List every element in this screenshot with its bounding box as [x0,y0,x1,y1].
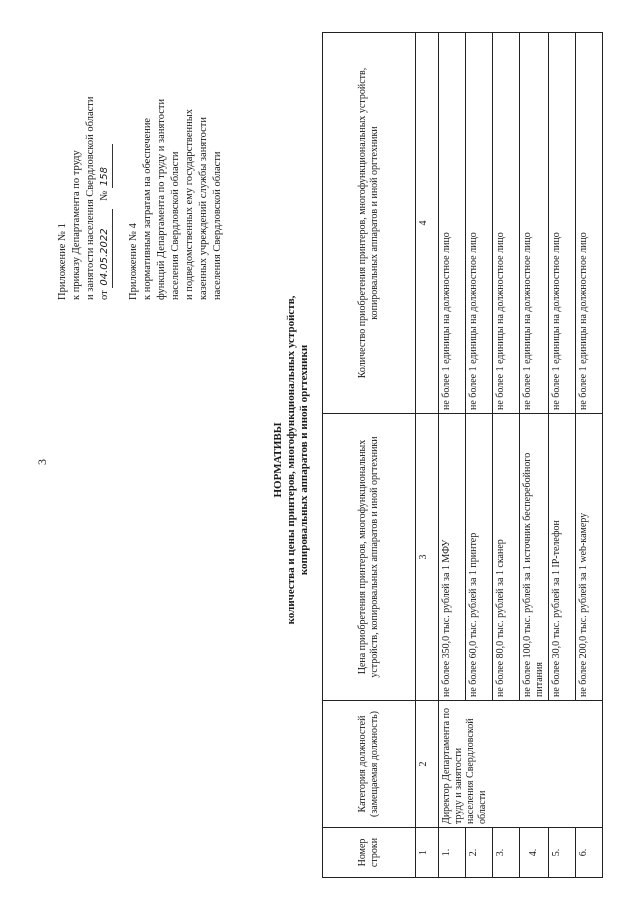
row-number: 4. [520,828,549,878]
column-number: 4 [416,33,439,414]
column-number: 1 [416,828,439,878]
norms-table [322,32,603,878]
appendix-block [56,30,225,300]
quantity-cell: не более 1 единицы на должностное лицо [466,33,493,414]
price-cell: не более 350,0 тыс. рублей за 1 МФУ [439,414,466,701]
category-cell: Директор Департамента по труду и занятости населения Свердловской области [439,701,603,828]
price-cell: не более 80,0 тыс. рублей за 1 сканер [493,414,520,701]
page-number: 3 [35,459,49,465]
number-prefix: № [99,190,110,201]
appendix1-line2: к приказу Департамента по труду [71,150,82,300]
row-number: 2. [466,828,493,878]
appendix4-line2: к нормативным затратам на обеспечение [142,117,153,300]
row-number: 1. [439,828,466,878]
title-sub2: копировальных аппаратов и иной оргтехники [298,344,310,576]
header-price: Цена приобретения принтеров, многофункциональных устройств, копировальных аппаратов и иной оргтехники [323,414,416,701]
header-quantity: Количество приобретения принтеров, многофункциональных устройств, копировальных аппаратов и иной оргтехники [323,33,416,414]
header-row-number: Номер строки [323,828,416,878]
quantity-cell: не более 1 единицы на должностное лицо [439,33,466,414]
title-sub1: количества и цены принтеров, многофункциональных устройств, [285,295,297,625]
title-main: НОРМАТИВЫ [272,422,284,498]
document-title [272,250,311,670]
appendix4-line1: Приложение № 4 [128,223,139,300]
quantity-cell: не более 1 единицы на должностное лицо [520,33,549,414]
price-cell: не более 30,0 тыс. рублей за 1 IP-телефон [549,414,576,701]
quantity-cell: не более 1 единицы на должностное лицо [549,33,576,414]
appendix1-line3: и занятости населения Свердловской области [85,96,96,300]
appendix4-line6: казенных учреждений службы занятости [198,117,209,300]
appendix1-line1: Приложение № 1 [57,223,68,300]
appendix4-line5: и подведомственных ему государственных [184,108,195,300]
row-number: 3. [493,828,520,878]
table-row [439,33,466,878]
header-category: Категория должностей (замещаемая должность) [323,701,416,828]
handwritten-number: 158 [98,144,113,188]
column-number-row [416,33,439,878]
appendix4-line7: населения Свердловской области [212,151,223,300]
appendix1-date-line [98,30,113,300]
handwritten-date: 04.05.2022 [98,209,113,288]
column-number: 3 [416,414,439,701]
quantity-cell: не более 1 единицы на должностное лицо [576,33,603,414]
row-number: 5. [549,828,576,878]
quantity-cell: не более 1 единицы на должностное лицо [493,33,520,414]
row-number: 6. [576,828,603,878]
appendix4-line4: населения Свердловской области [170,151,181,300]
date-prefix: от [99,290,110,300]
column-number: 2 [416,701,439,828]
price-cell: не более 60,0 тыс. рублей за 1 принтер [466,414,493,701]
appendix4-line3: функций Департамента по труду и занятости [156,98,167,300]
price-cell: не более 100,0 тыс. рублей за 1 источник бесперебойного питания [520,414,549,701]
price-cell: не более 200,0 тыс. рублей за 1 web-камеру [576,414,603,701]
table-header-row [323,33,416,878]
